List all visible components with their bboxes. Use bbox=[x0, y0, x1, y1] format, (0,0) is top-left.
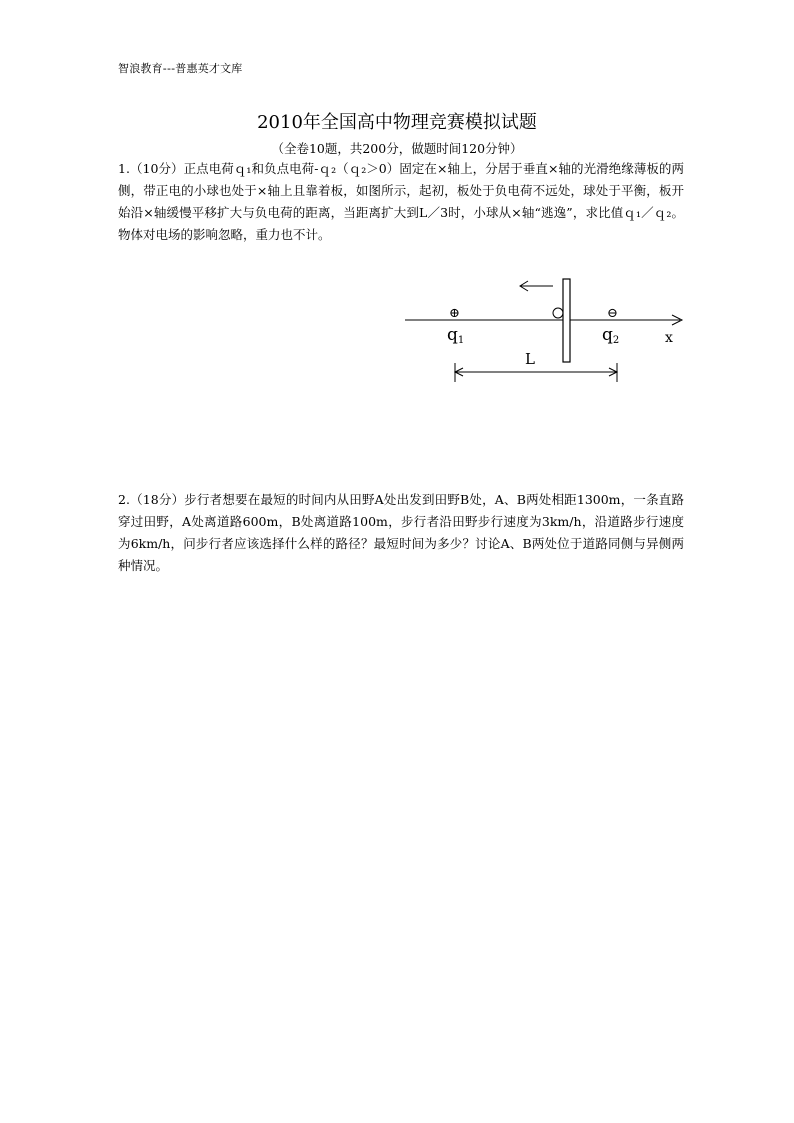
negative-charge-symbol: ⊖ bbox=[607, 306, 618, 321]
q2-letter: q bbox=[602, 325, 613, 345]
question-2: 2.（18分）步行者想要在最短的时间内从田野A处出发到田野B处，A、B两处相距1300m，一条直路穿过田野，A处离道路600m，B处离道路100m，步行者沿田野步行速度为3km/h，沿道路步行速度为6km/h，问步行者应该选择什么样的路径？最短时间为多少？讨论A、B两处位于道路同侧与异侧两种情况。 bbox=[118, 492, 684, 573]
page-title: 2010年全国高中物理竞赛模拟试题 bbox=[257, 112, 537, 133]
page-header: 智浪教育---普惠英才文库 bbox=[118, 62, 243, 75]
q2-subscript: 2 bbox=[612, 335, 620, 346]
exam-subtitle: （全卷10题，共200分，做题时间120分钟） bbox=[271, 141, 523, 156]
question-1: 1.（10分）正点电荷ｑ₁和负点电荷-ｑ₂（ｑ₂＞0）固定在×轴上，分居于垂直×轴的光滑绝缘薄板的两侧，带正电的小球也处于×轴上且靠着板，如图所示，起初，板处于负电荷不远处，球处于平衡，板开始沿×轴缓慢平移扩大与负电荷的距离，当距离扩大到L／3时，小球从×轴“逃逸”，求比值ｑ₁／ｑ₂。物体对电场的影响忽略，重力也不计。 bbox=[118, 161, 684, 242]
q1-letter: q bbox=[447, 325, 458, 345]
x-axis-label: x bbox=[665, 330, 673, 346]
charge-diagram bbox=[395, 270, 695, 390]
positive-charge-symbol: ⊕ bbox=[449, 306, 460, 321]
insulating-plate bbox=[563, 279, 570, 362]
distance-label: L bbox=[525, 350, 535, 368]
q1-label bbox=[447, 325, 464, 346]
q2-label bbox=[602, 325, 619, 346]
q1-subscript: 1 bbox=[457, 335, 465, 346]
charged-ball bbox=[553, 308, 563, 318]
